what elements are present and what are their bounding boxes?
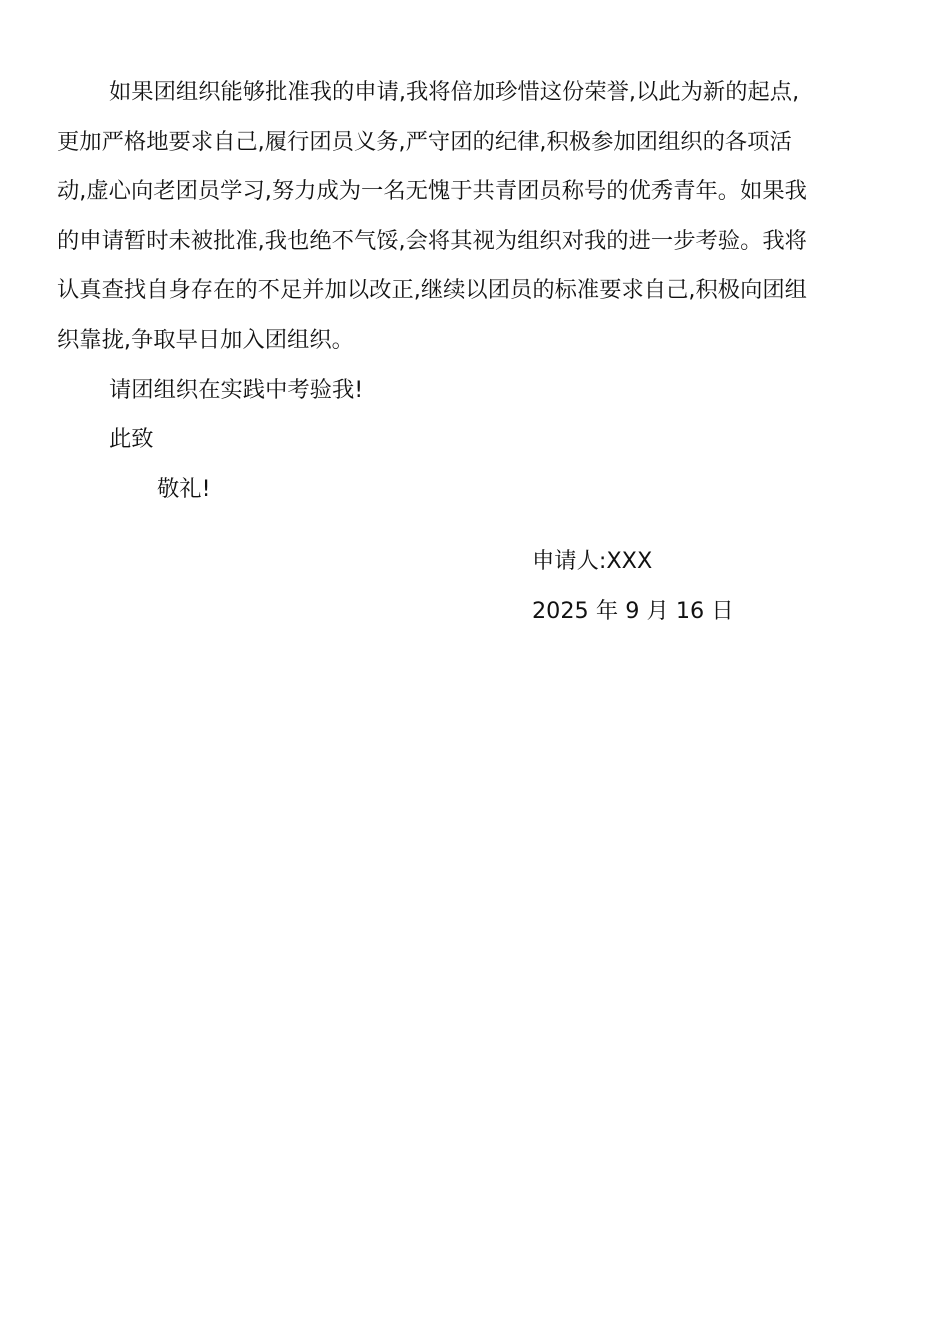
signature-block [532,537,734,636]
body-line: 更加严格地要求自己,履行团员义务,严守团的纪律,积极参加团组织的各项活 [57,128,792,155]
body-line: 认真查找自身存在的不足并加以改正,继续以团员的标准要求自己,积极向团组 [57,277,807,304]
body-line: 如果团组织能够批准我的申请,我将倍加珍惜这份荣誉,以此为新的起点, [109,79,800,105]
applicant-name: 申请人:XXX [532,548,653,574]
body-line: 织靠拢,争取早日加入团组织。 [57,326,354,353]
request-line: 请团组织在实践中考验我! [109,376,364,403]
letter-body [57,68,895,514]
salutation: 此致 [109,426,154,453]
letter-date: 2025 年 9 月 16 日 [532,597,734,624]
body-line: 动,虚心向老团员学习,努力成为一名无愧于共青团员称号的优秀青年。如果我 [57,178,807,205]
body-line: 的申请暂时未被批准,我也绝不气馁,会将其视为组织对我的进一步考验。我将 [57,227,807,254]
closing-regards: 敬礼! [157,475,211,502]
